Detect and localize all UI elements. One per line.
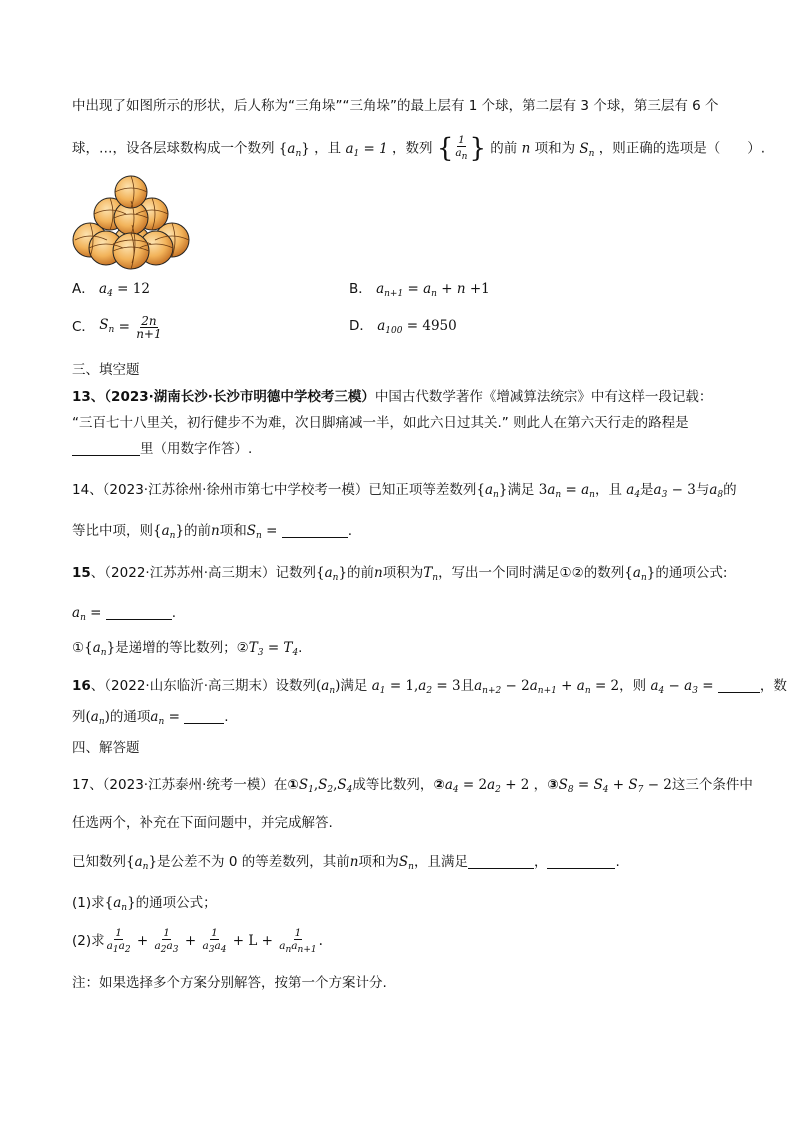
q12-text-2e: 项和为	[534, 140, 576, 157]
q12-line1	[72, 96, 719, 116]
q13-line2	[72, 413, 689, 433]
q16-text-2a: 列	[72, 709, 86, 725]
q15-cond-1: ①	[72, 640, 85, 656]
condition-1-marker: ①	[287, 777, 299, 793]
q16-text-1d: ，则	[619, 678, 647, 694]
q14-text-1c: ，且	[594, 482, 622, 498]
q15-line3: $①\{a_n\}$是递增的等比数列；$②T_3 = T_4$.	[72, 640, 303, 658]
q16-text-1b: 满足	[340, 678, 368, 694]
q17-text-1b: 成等比数列，	[352, 777, 434, 793]
q12-text-1: 中出现了如图所示的形状，后人称为“三角垛”“三角垛”的最上层有 1 个球，第二层有 3 个球，第三层有 6 个	[72, 98, 719, 114]
ellipsis-symbol: L	[248, 933, 258, 949]
q17-line1: 17、（2023·江苏泰州·统考一模）在$①S_1,S_2,S_4$成等比数列，$②a_4 = 2a_2 + 2$ ，$③S_8 = S_4 + S_7 - 2$这三个条件中	[72, 777, 753, 795]
q15-text-3-end: .	[298, 640, 303, 656]
q13-line3	[72, 439, 252, 459]
q12-text-2f: ，则正确的选项是（ ）.	[598, 140, 766, 157]
q13-text-1: 中国古代数学著作《增减算法统宗》中有这样一段记载：	[374, 389, 713, 405]
section-fill-blank-heading	[72, 360, 140, 380]
q14-text-1d: 是	[640, 482, 654, 498]
q17-part1: (1)求$\{a_n\}$的通项公式；	[72, 895, 217, 913]
option-d-label: D．	[349, 318, 373, 334]
option-c-fraction: $\frac{2n}{n+1}$	[136, 313, 162, 341]
q16-text-1a: 设数列	[275, 678, 316, 694]
q14-text-1b: 满足	[507, 482, 535, 498]
q14-text-2b: 的前	[184, 523, 212, 539]
q13-number: 13	[72, 389, 91, 405]
q17-text-3c: 项和为	[358, 854, 399, 870]
q15-text-1c: 项积为	[382, 565, 424, 581]
q17-note-text: 注：如果选择多个方案分别解答，按第一个方案计分.	[72, 975, 387, 991]
section-3-label: 三、填空题	[72, 362, 140, 378]
q17-blank-2[interactable]	[547, 854, 615, 869]
q12-line2: 球，…，设各层球数构成一个数列 $\{a_n\}$ ，且 $a_1 = 1$ ，数列 { $\frac{1}{a_n}$ } 的前 n 项和为 $S_n$ ，则正确的选项是（ ）.	[72, 133, 766, 164]
q13-text-2: “三百七十八里关，初行健步不为难，次日脚痛减一半，如此六日过其关.” 则此人在第六天行走的路程是	[72, 415, 689, 431]
q15-number: 15	[72, 565, 91, 581]
section-4-label: 四、解答题	[72, 740, 140, 756]
q14-number: 14	[72, 482, 90, 498]
option-a-value: 12	[132, 281, 150, 297]
q14-line1: 14、（2023·江苏徐州·徐州市第七中学校考一模）已知正项等差数列$\{a_n\}$满足 $3a_n = a_n$，且 $a_4$是$a_3 - 3$与$a_8$的	[72, 482, 737, 500]
q17-blank-1[interactable]	[468, 854, 534, 869]
a1-eq-1: $a_1 = 1$	[345, 140, 388, 159]
q17-part2: (2)求 $\frac{1}{a_1a_2}$ + $\frac{1}{a_2a_3}$ + $\frac{1}{a_3a_4}$ + L + $\frac{1}{a_na_{n+1}}$ .	[72, 926, 323, 955]
option-b[interactable]: B． $a_{n+1} = a_n + n +1$	[349, 281, 490, 299]
sum-term-1: $\frac{1}{a_1a_2}$	[106, 926, 131, 955]
q17-number: 17	[72, 777, 90, 793]
q14-text-1e: 与	[695, 482, 710, 498]
q15-line2: $a_n$ = .	[72, 605, 177, 623]
q15-answer-blank[interactable]	[106, 605, 172, 620]
q17-text-1c: 这三个条件中	[671, 777, 753, 793]
option-b-label: B．	[349, 281, 372, 297]
q15-text-3b: 是递增的等比数列；②	[115, 640, 249, 656]
q14-text-1a: 已知正项等差数列	[368, 482, 477, 498]
q17-separator: ，	[533, 854, 548, 870]
q17-line2	[72, 813, 333, 833]
q16-text-1e: ，数	[759, 678, 787, 694]
q16-answer-blank-2[interactable]	[184, 709, 224, 724]
q14-answer-blank[interactable]	[282, 523, 348, 538]
q15-text-2-end: .	[171, 605, 177, 621]
sum-term-3: $\frac{1}{a_3a_4}$	[202, 926, 227, 955]
q16-line2: 列$(a_n)$的通项$a_n$ = .	[72, 709, 229, 727]
q15-line1: 15、（2022·江苏苏州·高三期末）记数列$\{a_n\}$的前n项积为$T_n$，写出一个同时满足①②的数列$\{a_n\}$的通项公式:	[72, 565, 728, 583]
q17-text-3d: ，且满足	[413, 854, 468, 870]
q14-text-2a: 等比中项，则	[72, 523, 153, 539]
q16-source: 、（2022·山东临沂·高三期末）	[90, 678, 276, 694]
option-d-value: 4950	[422, 318, 457, 334]
q15-text-1e: 的通项公式:	[655, 565, 728, 581]
q17-text-3b: 是公差不为 0 的等差数列，其前	[157, 854, 350, 870]
q14-text-1f: 的	[723, 482, 737, 498]
q16-line1: 16、（2022·山东临沂·高三期末）设数列$(a_n)$满足 $a_1 = 1,a_2 = 3$且$a_{n+2} - 2a_{n+1} + a_n = 2$，则 $a_4 - a_3$ = ，数	[72, 678, 787, 696]
sum-term-n: $\frac{1}{a_na_{n+1}}$	[279, 926, 317, 955]
q17-part1-b: 的通项公式；	[135, 895, 217, 911]
q17-source: 、（2023·江苏泰州·统考一模）	[89, 777, 274, 793]
q16-text-1c: 且	[460, 678, 475, 694]
condition-2-marker: ②	[433, 777, 445, 793]
condition-3-marker: ③	[547, 777, 559, 793]
q15-text-1a: 记数列	[275, 565, 316, 581]
q16-text-2b: 的通项	[109, 709, 151, 725]
q17-text-3a: 已知数列	[72, 854, 126, 870]
q15-source: 、（2022·江苏苏州·高三期末）	[90, 565, 276, 581]
ball-pyramid-figure	[70, 174, 192, 270]
option-d[interactable]: D． $a_{100} = 4950$	[349, 318, 457, 336]
option-a[interactable]: A． $a_4 = 12$	[72, 281, 150, 299]
q13-answer-blank[interactable]	[72, 441, 140, 456]
q14-line2: 等比中项，则$\{a_n\}$的前n项和$S_n$ = .	[72, 523, 352, 541]
q12-text-2c: ，数列	[392, 140, 433, 157]
q17-part2-a: (2)求	[72, 933, 105, 949]
q17-note	[72, 973, 387, 993]
option-a-label: A．	[72, 281, 95, 297]
q12-text-2a: 球，…，设各层球数构成一个数列	[72, 140, 275, 157]
q17-line3: 已知数列$\{a_n\}$是公差不为 0 的等差数列，其前n项和为$S_n$，且满足 ， .	[72, 854, 620, 872]
seq-an: $\{a_n\}$	[278, 140, 310, 159]
q12-text-2b: ，且	[314, 140, 342, 157]
q15-text-1b: 的前	[347, 565, 375, 581]
q16-answer-blank-1[interactable]	[718, 678, 760, 693]
q17-part1-a: (1)求	[72, 895, 105, 911]
q12-text-2d: 的前	[490, 140, 518, 157]
q13-text-3: 里（用数字作答）.	[140, 441, 253, 457]
section-solution-heading	[72, 738, 140, 758]
option-c-label: C．	[72, 319, 95, 335]
q17-text-2: 任选两个，补充在下面问题中，并完成解答.	[72, 815, 333, 831]
q14-source: 、（2023·江苏徐州·徐州市第七中学校考一模）	[89, 482, 369, 498]
q17-text-3-end: .	[615, 854, 620, 870]
q16-number: 16	[72, 678, 91, 694]
q13-line1	[72, 387, 712, 407]
fraction-1-over-an: $\frac{1}{a_n}$	[455, 134, 468, 162]
q17-text-1a: 在	[273, 777, 288, 793]
option-c[interactable]: C． $S_n$ = $\frac{2n}{n+1}$	[72, 313, 162, 341]
q15-text-1d: ，写出一个同时满足①②的数列	[438, 565, 625, 581]
q16-text-2-end: .	[224, 709, 229, 725]
q14-text-2c: 项和	[219, 523, 247, 539]
q14-text-end: .	[347, 523, 352, 539]
q13-source: 、（2023·湖南长沙·长沙市明德中学校考三模）	[90, 389, 375, 405]
sum-term-2: $\frac{1}{a_2a_3}$	[154, 926, 179, 955]
